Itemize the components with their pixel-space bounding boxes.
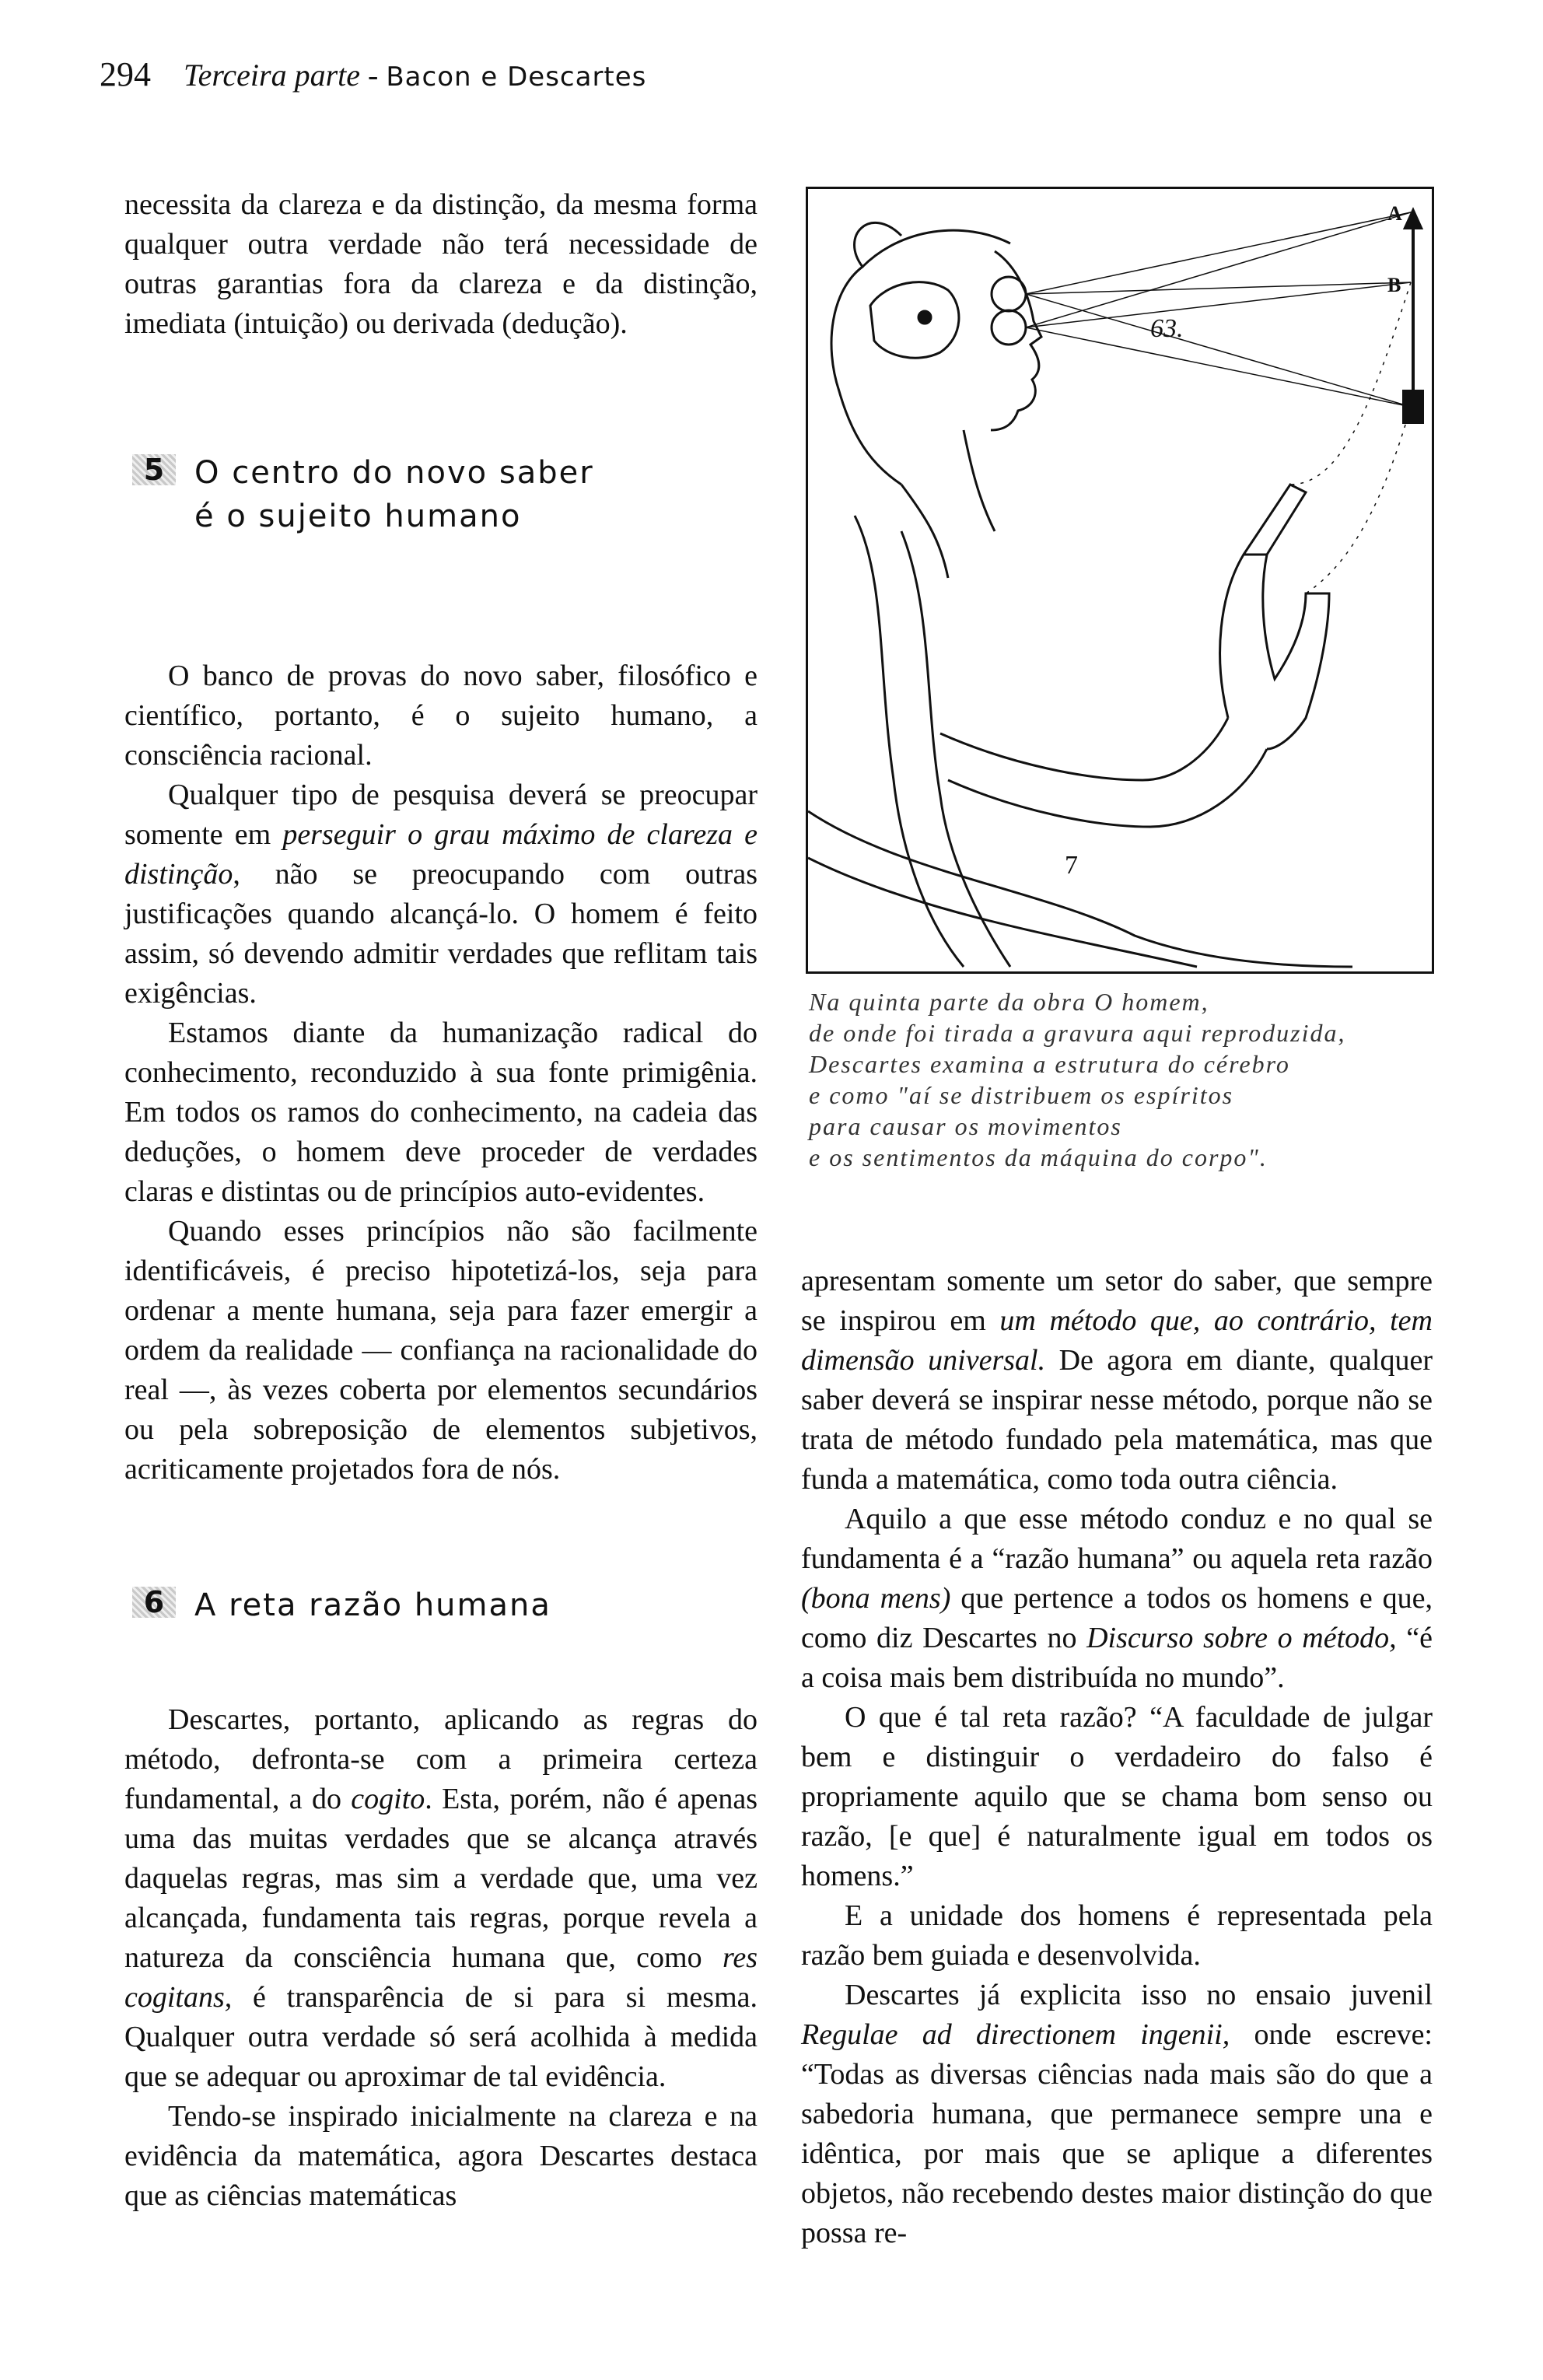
right-p2-emphasis-bona-mens: (bona mens) (801, 1582, 951, 1615)
s5-p2-text-a: Qualquer tipo de pesquisa deverá se preocupar somente em (124, 779, 758, 851)
target-arrow-base (1404, 391, 1422, 422)
s5-paragraph-3: Estamos diante da humanização radical do conhecimento, reconduzido à sua fonte primigênia. Em todos os ramos do conhecimento, na cadeia das deduções, o homem deve proceder de verdades claras e distintas ou de princípios auto-evidentes. (124, 1017, 758, 1208)
drapery-4 (808, 858, 1197, 967)
caption-line-3: Descartes examina a estrutura do cérebro (809, 1050, 1290, 1078)
caption-line-4: e como "aí se distribuem os espíritos (809, 1081, 1234, 1109)
label-7: 7 (1065, 851, 1078, 880)
s6-p1-emphasis-cogito: cogito (351, 1783, 425, 1815)
right-p1-text-a: apresentam somente um setor do saber, que sempre se inspirou em (801, 1265, 1433, 1337)
section-5-number-badge: 5 (132, 454, 176, 485)
ray-3 (1026, 294, 1411, 407)
right-paragraph-4: E a unidade dos homens é representada pela razão bem guiada e desenvolvida. (801, 1899, 1433, 1972)
section-5-title-line2: é o sujeito humano (194, 499, 522, 534)
right-p2-text-c: “é a coisa mais bem distribuída no mundo”. (801, 1622, 1433, 1694)
hair-line (862, 230, 1010, 267)
s6-p1-text-a: Descartes, portanto, aplicando as regras do método, defronta-se com a primeira certeza fundamental, a do (124, 1703, 758, 1815)
shoulder-line (901, 485, 948, 578)
s5-p2-text-b: , não se preocupando com outras justificações quando alcançá-lo. O homem é feito assim, só devendo admitir verdades que reflitam tais exigências. (124, 858, 758, 1010)
running-header (100, 54, 646, 117)
right-p1-text-b: De agora em diante, qualquer saber deverá se inspirar nesse método, porque não se trata de método fundado pela matemática, mas que funda a matemática, como toda outra ciência. (801, 1344, 1433, 1496)
label-a: A (1387, 202, 1402, 225)
right-p5-text-a: Descartes já explicita isso no ensaio juvenil (845, 1979, 1433, 2011)
running-title-section: Terceira parte - (184, 58, 379, 93)
engraving-illustration (808, 189, 1432, 971)
brain-region (870, 282, 959, 359)
s5-paragraph-1: O banco de provas do novo saber, filosófico e científico, portanto, é o sujeito humano, a consciência racional. (124, 660, 758, 772)
section-6-body (124, 1700, 758, 2216)
section-6-title: A reta razão humana (194, 1587, 551, 1623)
right-column-body (801, 1262, 1433, 2253)
s5-p2-emphasis: perseguir o grau máximo de clareza e distinção (124, 818, 758, 891)
s6-p1-text-c: é transparência de si para si mesma. Qualquer outra verdade só será acolhida à medida que se adequar ou aproximar de tal evidência. (124, 1981, 758, 2093)
section-5-body (124, 656, 758, 1489)
page-number: 294 (100, 55, 151, 93)
label-b: B (1387, 274, 1401, 296)
ray-6 (1026, 327, 1411, 407)
engraving-figure (806, 187, 1434, 974)
s6-paragraph-1 (124, 1700, 758, 2097)
figure-caption (809, 986, 1431, 1173)
dotted-ray-2 (1290, 282, 1411, 485)
right-p2-text-b: que pertence a todos os homens e que, como diz Descartes no (801, 1582, 1433, 1654)
s5-paragraph-4: Quando esses princípios não são facilmente identificáveis, é preciso hipotetizá-los, seja para ordenar a mente humana, seja para fazer emergir a ordem da realidade — confiança na racionalidade do real —, às vezes coberta por elementos secundários ou pela sobreposição de elementos subjetivos, acriticamente projetados fora de nós. (124, 1215, 758, 1486)
s5-paragraph-2 (124, 775, 758, 1013)
caption-line-2: de onde foi tirada a gravura aqui reproduzida, (809, 1019, 1346, 1047)
caption-line-6: e os sentimentos da máquina do corpo". (809, 1143, 1268, 1171)
right-paragraph-2 (801, 1500, 1433, 1698)
section-6-number-badge: 6 (132, 1587, 176, 1618)
right-paragraph-5 (801, 1976, 1433, 2253)
intro-paragraph: necessita da clareza e da distinção, da mesma forma qualquer outra verdade não terá necessidade de outras garantias fora da clareza e da distinção, imediata (intuição) ou derivada (dedução). (124, 188, 758, 340)
intro-block (124, 185, 758, 344)
pointing-hand (1220, 555, 1329, 749)
ray-2 (1026, 282, 1411, 294)
ray-5 (1026, 282, 1411, 327)
section-5-title (194, 451, 594, 538)
caption-line-5: para causar os movimentos (809, 1112, 1122, 1140)
lower-eye (992, 310, 1026, 345)
label-63: 63. (1150, 314, 1184, 343)
arm-upper (940, 718, 1228, 780)
running-title-names: Bacon e Descartes (386, 61, 647, 93)
running-title (184, 57, 646, 93)
s6-paragraph-2: Tendo-se inspirado inicialmente na clareza e na evidência da matemática, agora Descartes destaca que as ciências matemáticas (124, 2100, 758, 2212)
caption-line-1: Na quinta parte da obra O homem, (809, 988, 1209, 1016)
drapery-3 (808, 811, 1352, 967)
neck-line (964, 430, 995, 531)
ray-4 (1026, 212, 1411, 327)
s6-p1-text-b: . Esta, porém, não é apenas uma das muitas verdades que se alcança através daquelas regras, mas sim a verdade que, uma vez alcançada, fundamenta tais regras, porque revela a natureza da consciência humana que, como (124, 1783, 758, 1974)
index-finger (1244, 485, 1306, 555)
section-5-title-line1: O centro do novo saber (194, 455, 594, 491)
right-paragraph-3: O que é tal reta razão? “A faculdade de julgar bem e distinguir o verdadeiro do falso é propriamente aquilo que se chama bom senso ou razão, [e que] é naturalmente igual em todos os homens.” (801, 1701, 1433, 1892)
pineal-gland (918, 311, 931, 324)
right-p5-text-b: onde escreve: “Todas as diversas ciências nada mais são do que a sabedoria humana, que permanece sempre una e idêntica, por mais que se aplique a diferentes objetos, não recebendo destes maior distinção do que possa re- (801, 2018, 1433, 2249)
dotted-ray-1 (1306, 407, 1411, 593)
right-p1-emphasis: um método que, ao contrário, tem dimensão universal. (801, 1304, 1433, 1377)
right-p5-emphasis-regulae: Regulae ad directionem ingenii, (801, 2018, 1230, 2051)
right-p2-text-a: Aquilo a que esse método conduz e no qual se fundamenta é a “razão humana” ou aquela reta razão (801, 1503, 1433, 1575)
right-paragraph-1 (801, 1262, 1433, 1500)
right-p2-emphasis-discurso: Discurso sobre o método, (1086, 1622, 1397, 1654)
ray-1 (1026, 212, 1411, 294)
s6-p1-emphasis-res-cogitans: res cogitans, (124, 1941, 758, 2014)
upper-eye (992, 277, 1026, 311)
arm-lower (948, 749, 1267, 827)
